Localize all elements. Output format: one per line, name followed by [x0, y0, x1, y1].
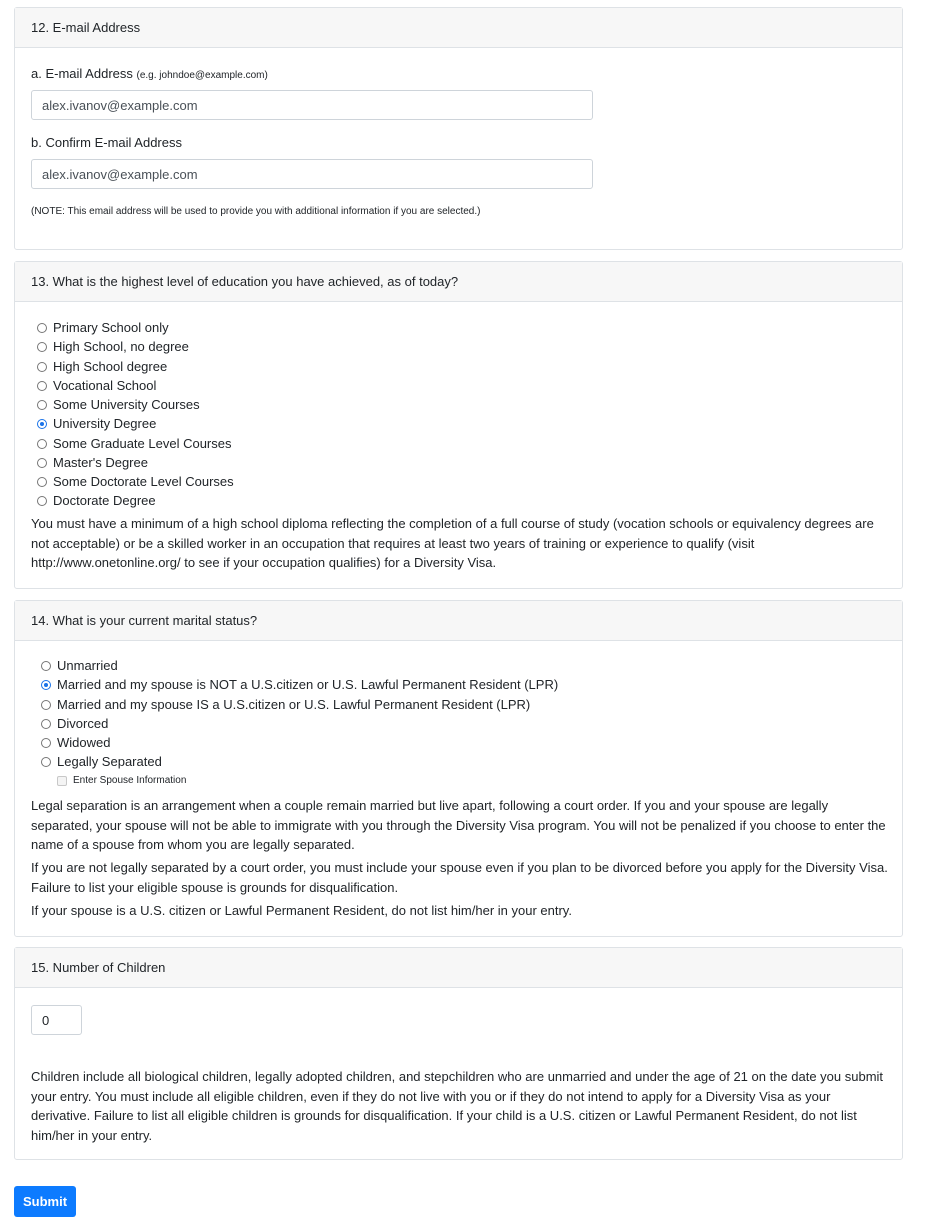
education-section — [14, 261, 903, 589]
education-option[interactable]: Some University Courses — [37, 395, 200, 414]
children-section-header: 15. Number of Children — [15, 948, 902, 988]
radio-button[interactable] — [37, 362, 47, 372]
marital-option[interactable]: Divorced — [41, 714, 108, 733]
radio-button[interactable] — [41, 661, 51, 671]
spouse-info-checkbox-row[interactable]: Enter Spouse Information — [57, 775, 186, 786]
radio-button[interactable] — [37, 458, 47, 468]
radio-button[interactable] — [37, 400, 47, 410]
marital-info-3: If your spouse is a U.S. citizen or Lawful Permanent Resident, do not list him/her in your entry. — [31, 903, 572, 918]
marital-info-1: Legal separation is an arrangement when a couple remain married but live apart, following a court order. If you and your spouse are legally separated, your spouse will not be able to immigrate with you through the Diversity Visa program. You will not be penalized if you choose to enter the name of a spouse from whom you are legally separated. — [31, 798, 886, 852]
radio-button[interactable] — [37, 439, 47, 449]
education-option[interactable]: Some Doctorate Level Courses — [37, 472, 234, 491]
marital-option[interactable]: Married and my spouse IS a U.S.citizen or U.S. Lawful Permanent Resident (LPR) — [41, 695, 530, 714]
email-input[interactable] — [31, 90, 593, 120]
confirm-email-label: b. Confirm E-mail Address — [31, 135, 182, 150]
radio-button[interactable] — [41, 700, 51, 710]
radio-button[interactable] — [37, 419, 47, 429]
confirm-email-input[interactable] — [31, 159, 593, 189]
marital-option[interactable]: Married and my spouse is NOT a U.S.citizen or U.S. Lawful Permanent Resident (LPR) — [41, 675, 558, 694]
radio-button[interactable] — [37, 477, 47, 487]
education-option[interactable]: University Degree — [37, 414, 156, 433]
marital-option[interactable]: Unmarried — [41, 656, 118, 675]
radio-button[interactable] — [41, 738, 51, 748]
marital-info-2: If you are not legally separated by a court order, you must include your spouse even if you plan to be divorced before you apply for the Diversity Visa. Failure to list your eligible spouse is grounds for disqualification. — [31, 860, 888, 895]
education-info: You must have a minimum of a high school diploma reflecting the completion of a full course of study (vocation schools or equivalency degrees are not acceptable) or be a skilled worker in an occupation that requires at least two years of training or experience to qualify (visit http://www.onetonline.org/ to see if your occupation qualifies) for a Diversity Visa. — [31, 516, 874, 570]
email-hint: (e.g. johndoe@example.com) — [136, 70, 268, 81]
email-section-header: 12. E-mail Address — [15, 8, 902, 48]
email-section — [14, 7, 903, 250]
children-info: Children include all biological children, legally adopted children, and stepchildren who are unmarried and under the age of 21 on the date you submit your entry. You must include all eligible children, even if they do not live with you or if they do not intend to apply for a Diversity Visa as your derivative. Failure to list all eligible children is grounds for disqualification. If your child is a U.S. citizen or Lawful Permanent Resident, do not list him/her in your entry. — [31, 1069, 884, 1143]
email-note: (NOTE: This email address will be used to provide you with additional information if you are selected.) — [31, 206, 481, 217]
education-option[interactable]: Primary School only — [37, 318, 169, 337]
radio-button[interactable] — [41, 719, 51, 729]
marital-section-header: 14. What is your current marital status? — [15, 601, 902, 641]
children-section — [14, 947, 903, 1160]
spouse-info-checkbox[interactable] — [57, 776, 67, 786]
education-section-header: 13. What is the highest level of education you have achieved, as of today? — [15, 262, 902, 302]
marital-option[interactable]: Widowed — [41, 733, 110, 752]
submit-button[interactable]: Submit — [14, 1186, 76, 1217]
education-option[interactable]: High School, no degree — [37, 337, 189, 356]
radio-button[interactable] — [37, 342, 47, 352]
radio-button[interactable] — [41, 680, 51, 690]
education-option[interactable]: High School degree — [37, 357, 167, 376]
radio-button[interactable] — [37, 323, 47, 333]
education-option[interactable]: Master's Degree — [37, 453, 148, 472]
email-label: a. E-mail Address (e.g. johndoe@example.com) — [31, 66, 268, 81]
marital-option[interactable]: Legally Separated — [41, 752, 162, 771]
radio-button[interactable] — [37, 381, 47, 391]
marital-section — [14, 600, 903, 937]
radio-button[interactable] — [37, 496, 47, 506]
radio-button[interactable] — [41, 757, 51, 767]
children-count-input[interactable] — [31, 1005, 82, 1035]
education-option[interactable]: Vocational School — [37, 376, 156, 395]
education-option[interactable]: Doctorate Degree — [37, 491, 156, 510]
education-option[interactable]: Some Graduate Level Courses — [37, 434, 231, 453]
